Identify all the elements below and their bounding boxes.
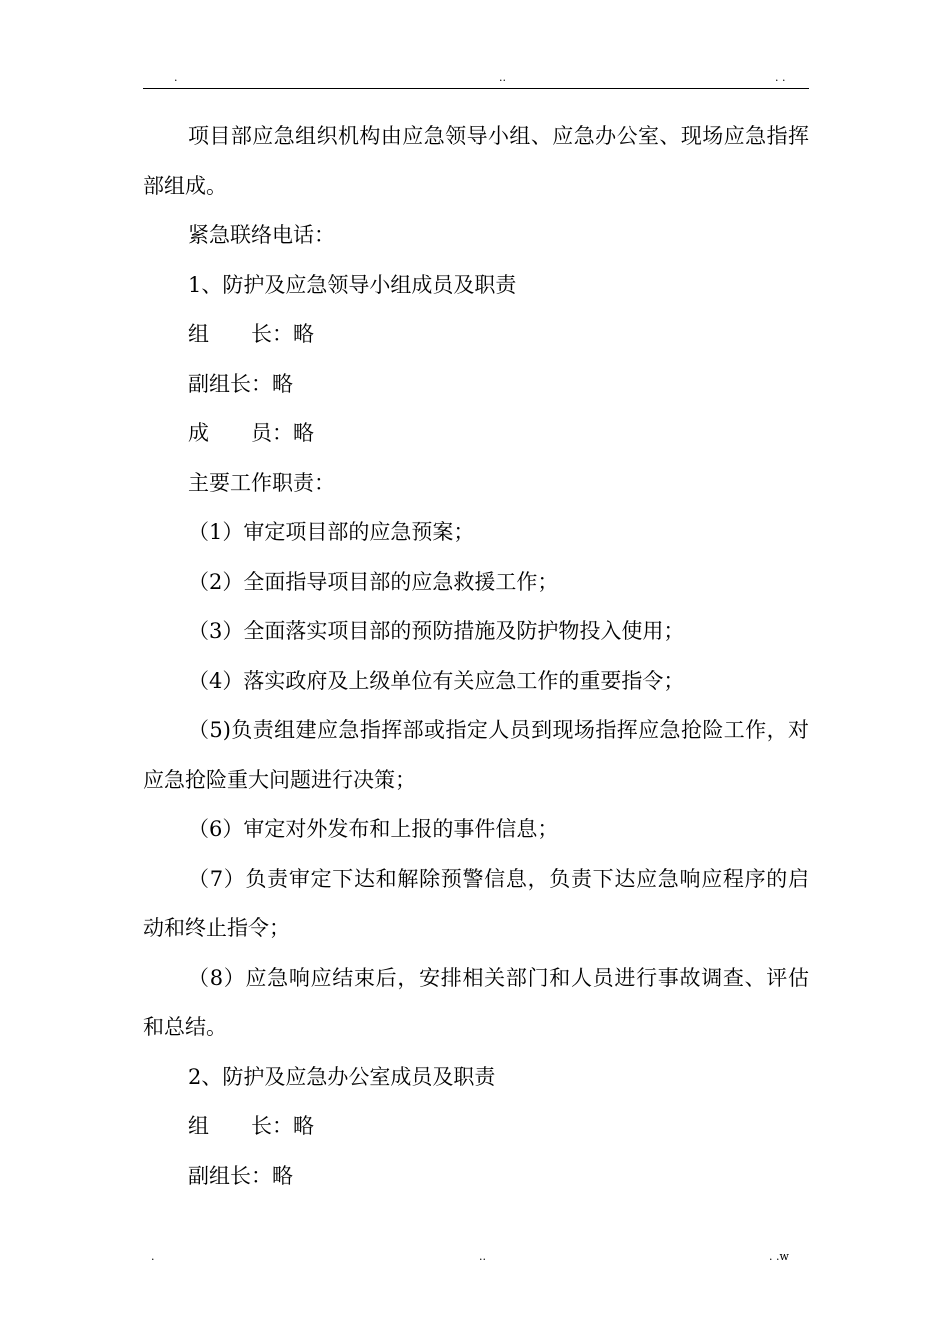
footer-center-mark: ..	[479, 1250, 486, 1263]
page-footer	[143, 1250, 809, 1270]
duty-item-2: （2）全面指导项目部的应急救援工作；	[188, 569, 559, 594]
duty-item-4: （4）落实政府及上级单位有关应急工作的重要指令；	[188, 668, 685, 693]
duty-item-8: （8）应急响应结束后，安排相关部门和人员进行事故调查、评估和总结。	[143, 965, 809, 1039]
header-left-mark: .	[174, 71, 178, 84]
footer-left-mark: .	[151, 1250, 155, 1263]
document-body	[143, 112, 809, 1201]
paragraph-leader: 组 长：略	[188, 322, 314, 346]
paragraph-members: 成 员：略	[188, 421, 314, 445]
header-center-mark: ..	[499, 71, 506, 84]
paragraph-intro: 项目部应急组织机构由应急领导小组、应急办公室、现场应急指挥部组成。	[143, 124, 809, 198]
paragraph-deputy-leader: 副组长：略	[188, 371, 293, 396]
paragraph-office-leader: 组 长：略	[188, 1114, 314, 1138]
header-right-mark: . .	[775, 71, 786, 84]
paragraph-main-duties: 主要工作职责：	[188, 470, 335, 495]
section-heading-1: 1、防护及应急领导小组成员及职责	[188, 272, 517, 297]
duty-item-7: （7）负责审定下达和解除预警信息，负责下达应急响应程序的启动和终止指令；	[143, 866, 809, 940]
duty-item-1: （1）审定项目部的应急预案；	[188, 520, 475, 544]
section-heading-2: 2、防护及应急办公室成员及职责	[188, 1064, 496, 1089]
page-header	[143, 72, 809, 89]
footer-right-mark: . .w	[769, 1250, 789, 1263]
duty-item-6: （6）审定对外发布和上报的事件信息；	[188, 817, 559, 841]
duty-item-3: （3）全面落实项目部的预防措施及防护物投入使用；	[188, 619, 685, 643]
duty-item-5: （5)负责组建应急指挥部或指定人员到现场指挥应急抢险工作，对应急抢险重大问题进行决策；	[143, 718, 809, 792]
paragraph-office-deputy-leader: 副组长：略	[188, 1163, 293, 1188]
paragraph-emergency-phone: 紧急联络电话：	[188, 223, 335, 247]
